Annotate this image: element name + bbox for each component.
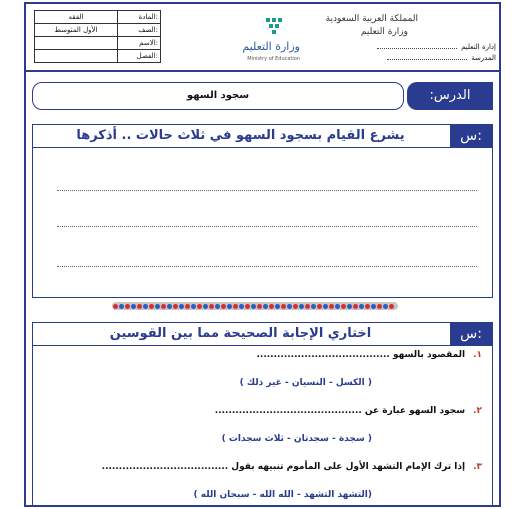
- kingdom-line2: وزارة التعليم: [360, 27, 408, 37]
- mcq-number: ٢.: [473, 406, 482, 416]
- school-admin-block: [344, 42, 496, 64]
- school-field[interactable]: [387, 59, 467, 60]
- bead-dot: [143, 304, 148, 309]
- name-field[interactable]: [35, 37, 118, 50]
- worksheet-page: [24, 2, 501, 507]
- kingdom-calligraphy-logo: [325, 9, 420, 39]
- lesson-title: سجود السهو: [32, 82, 404, 110]
- bead-dot: [137, 304, 142, 309]
- bead-dot: [209, 304, 214, 309]
- mcq-item: [256, 350, 482, 360]
- bead-dot: [155, 304, 160, 309]
- kingdom-line1: المملكة العربية السعودية: [325, 14, 418, 24]
- bead-dot: [257, 304, 262, 309]
- bead-dot: [371, 304, 376, 309]
- bead-dot: [359, 304, 364, 309]
- bead-dot: [365, 304, 370, 309]
- bead-dot: [275, 304, 280, 309]
- bead-dot: [119, 304, 124, 309]
- lesson-row: [32, 82, 493, 110]
- moe-logo-en: Ministry of Education: [247, 56, 300, 62]
- mcq-item: [215, 406, 482, 416]
- bead-dot: [233, 304, 238, 309]
- bead-dot: [185, 304, 190, 309]
- bead-dot: [263, 304, 268, 309]
- bead-dot: [179, 304, 184, 309]
- question2-body: [32, 346, 493, 506]
- answer-line[interactable]: [57, 190, 477, 191]
- question2-tag: س:: [450, 322, 492, 346]
- bead-dot: [281, 304, 286, 309]
- student-info-table: [34, 10, 161, 63]
- bead-dot: [197, 304, 202, 309]
- decorative-bead-divider: [112, 302, 398, 310]
- bead-dot: [323, 304, 328, 309]
- bead-dot: [293, 304, 298, 309]
- class-label: الفصل:: [118, 50, 161, 63]
- bead-dot: [221, 304, 226, 309]
- subject-value: الفقه: [35, 11, 118, 24]
- mcq-choices: ( سجدة - سجدتان - ثلاث سجدات ): [221, 434, 372, 444]
- subject-label: المادة:: [118, 11, 161, 24]
- bead-dot: [287, 304, 292, 309]
- question1-answer-area[interactable]: [32, 148, 493, 298]
- grade-label: الصف:: [118, 24, 161, 37]
- lesson-tag: الدرس:: [407, 82, 493, 110]
- bead-dot: [161, 304, 166, 309]
- question2-text: اختاري الإجابة الصحيحة مما بين القوسين: [109, 326, 372, 341]
- bead-dot: [341, 304, 346, 309]
- bead-dot: [353, 304, 358, 309]
- bead-dot: [203, 304, 208, 309]
- bead-dot: [377, 304, 382, 309]
- mcq-choices: (التشهد التشهد - الله الله - سبحان الله ): [193, 490, 372, 500]
- worksheet-header: [26, 4, 499, 72]
- answer-line[interactable]: [57, 226, 477, 227]
- bead-dot: [173, 304, 178, 309]
- ministry-of-education-logo: [204, 12, 304, 64]
- school-label: المدرسة: [471, 54, 496, 62]
- bead-dot: [311, 304, 316, 309]
- grade-value: الأول المتوسط: [35, 24, 118, 37]
- bead-dot: [245, 304, 250, 309]
- bead-dot: [347, 304, 352, 309]
- question2-header: [32, 322, 493, 346]
- mcq-number: ٣.: [473, 462, 482, 472]
- bead-dot: [329, 304, 334, 309]
- bead-dot: [299, 304, 304, 309]
- question1-tag: س:: [450, 124, 492, 148]
- bead-dot: [215, 304, 220, 309]
- bead-dot: [191, 304, 196, 309]
- question1-text: يشرع القيام بسجود السهو في ثلاث حالات .. أذكرها: [76, 128, 405, 143]
- class-field[interactable]: [35, 50, 118, 63]
- bead-dot: [317, 304, 322, 309]
- question1-header: [32, 124, 493, 148]
- mcq-stem[interactable]: المقصود بالسهو .......................................: [256, 350, 466, 360]
- bead-dot: [305, 304, 310, 309]
- bead-dot: [125, 304, 130, 309]
- mcq-stem[interactable]: سجود السهو عبارة عن ...........................................: [214, 406, 466, 416]
- admin-field[interactable]: [377, 48, 457, 49]
- bead-dot: [383, 304, 388, 309]
- moe-logo-text: وزارة التعليم: [242, 40, 300, 53]
- mcq-stem[interactable]: إذا ترك الإمام التشهد الأول على المأموم تنبيهه بقول .....................................: [101, 462, 466, 472]
- mcq-item: [102, 462, 482, 472]
- bead-dot: [167, 304, 172, 309]
- bead-dot: [335, 304, 340, 309]
- bead-dot: [149, 304, 154, 309]
- admin-label: إدارة التعليم: [461, 43, 496, 51]
- bead-dot: [251, 304, 256, 309]
- bead-dot: [131, 304, 136, 309]
- bead-dot: [239, 304, 244, 309]
- answer-line[interactable]: [57, 266, 477, 267]
- bead-dot: [227, 304, 232, 309]
- name-label: الاسم:: [118, 37, 161, 50]
- bead-dot: [269, 304, 274, 309]
- bead-dot: [113, 304, 118, 309]
- bead-dot: [389, 304, 394, 309]
- mcq-choices: ( الكسل - النسيان - غير ذلك ): [239, 378, 372, 388]
- mcq-number: ١.: [473, 350, 482, 360]
